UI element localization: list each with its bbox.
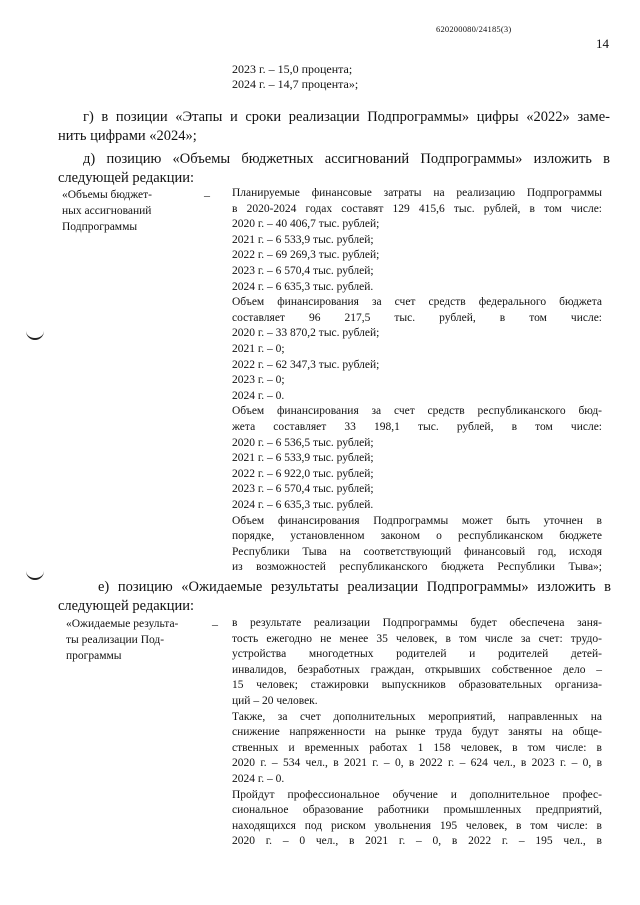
item-e-line: следующей редакции: xyxy=(58,598,195,614)
text-line: 2020 г. – 0 чел., в 2021 г. – 0, в 2022 г. – 195 чел., в xyxy=(232,835,602,848)
page-number: 14 xyxy=(596,36,609,51)
text-line: ций – 20 человек. xyxy=(232,695,318,707)
document-id: 620200080/24185(3) xyxy=(436,24,512,34)
item-e-line: е) позицию «Ожидаемые результаты реализации Подпрограммы» изложить в xyxy=(98,579,611,595)
block-label: ты реализации Под- xyxy=(66,634,165,646)
text-line: 2023 г. – 6 570,4 тыс. рублей; xyxy=(232,265,374,277)
text-line: 15 человек; стажировки выпускников образовательных организа- xyxy=(232,679,602,692)
text-line: инвалидов, безработных граждан, открывших собственное дело – xyxy=(232,663,602,676)
text-line: жета составляет 33 198,1 тыс. рублей, в том числе: xyxy=(232,421,602,433)
block-label: программы xyxy=(66,650,122,662)
item-d-line: следующей редакции: xyxy=(58,170,195,186)
text-line: находящихся под риском увольнения 195 человек, в том числе: в xyxy=(232,819,602,832)
text-line: 2023 г. – 6 570,4 тыс. рублей; xyxy=(232,483,374,496)
text-line: составляет 96 217,5 тыс. рублей, в том числе: xyxy=(232,311,602,324)
separator-dash: – xyxy=(204,188,210,202)
text-line: 2024 г. – 0. xyxy=(232,389,285,402)
text-line: 2021 г. – 6 533,9 тыс. рублей; xyxy=(232,233,374,246)
text-line: из возможностей республиканского бюджета Республики Тыва»; xyxy=(232,561,602,574)
margin-mark xyxy=(26,330,44,340)
text-line: 2022 г. – 6 922,0 тыс. рублей; xyxy=(232,467,374,480)
text-line: 2024 г. – 6 635,3 тыс. рублей. xyxy=(232,499,374,511)
text-line: Объем финансирования за счет средств федерального бюджета xyxy=(232,296,602,309)
text-line: 2020 г. – 33 870,2 тыс. рублей; xyxy=(232,327,380,340)
margin-mark xyxy=(26,570,44,580)
text-line: тость ежегодно не менее 35 человек, в том числе за счет: трудо- xyxy=(232,632,602,645)
text-line: 2024 г. – 0. xyxy=(232,773,285,785)
text-line: устройства многодетных родителей и родителей детей- xyxy=(232,648,602,661)
text-line: 2020 г. – 40 406,7 тыс. рублей; xyxy=(232,218,380,231)
text-line: Также, за счет дополнительных мероприятий, направленных на xyxy=(232,710,602,723)
text-line: Пройдут профессиональное обучение и дополнительное профес- xyxy=(232,788,602,801)
block-label: Подпрограммы xyxy=(62,221,138,233)
text-line: 2021 г. – 6 533,9 тыс. рублей; xyxy=(232,452,374,465)
text-line: Объем финансирования за счет средств республиканского бюд- xyxy=(232,405,602,418)
text-line: Республики Тыва на соответствующий финансовый год, исходя xyxy=(232,545,602,558)
text-line: в результате реализации Подпрограммы будет обеспечена заня- xyxy=(232,617,602,629)
text-line: 2022 г. – 69 269,3 тыс. рублей; xyxy=(232,249,380,262)
text-line: порядке, установленном законом о республиканском бюджете xyxy=(232,530,602,543)
top-line: 2024 г. – 14,7 процента»; xyxy=(232,77,359,91)
text-line: 2024 г. – 6 635,3 тыс. рублей. xyxy=(232,280,374,293)
text-line: 2020 г. – 534 чел., в 2021 г. – 0, в 2022 г. – 624 чел., в 2023 г. – 0, в xyxy=(232,757,602,770)
text-line: 2020 г. – 6 536,5 тыс. рублей; xyxy=(232,436,374,449)
item-d-line: д) позицию «Объемы бюджетных ассигнований Подпрограммы» изложить в xyxy=(83,151,610,167)
block-label: «Ожидаемые результа- xyxy=(66,618,179,630)
top-line: 2023 г. – 15,0 процента; xyxy=(232,62,353,76)
text-line: в 2020-2024 годах составят 129 415,6 тыс. рублей, в том числе: xyxy=(232,202,602,215)
text-line: снижение напряженности на рынке труда будут заняты на обще- xyxy=(232,726,602,739)
text-line: сиональное образование работники промышленных предприятий, xyxy=(232,804,602,817)
item-g-line: нить цифрами «2024»; xyxy=(58,128,197,144)
block-label: ных ассигнований xyxy=(62,205,152,217)
item-g-line: г) в позиции «Этапы и сроки реализации Подпрограммы» цифры «2022» заме- xyxy=(83,109,610,125)
block-label: «Объемы бюджет- xyxy=(62,189,153,201)
text-line: 2023 г. – 0; xyxy=(232,374,285,387)
text-line: ственных и временных работах 1 158 человек, в том числе: в xyxy=(232,741,602,754)
separator-dash: – xyxy=(212,617,218,631)
text-line: Объем финансирования Подпрограммы может быть уточнен в xyxy=(232,514,602,527)
text-line: Планируемые финансовые затраты на реализацию Подпрограммы xyxy=(232,187,602,199)
text-line: 2021 г. – 0; xyxy=(232,343,285,355)
text-line: 2022 г. – 62 347,3 тыс. рублей; xyxy=(232,358,380,371)
